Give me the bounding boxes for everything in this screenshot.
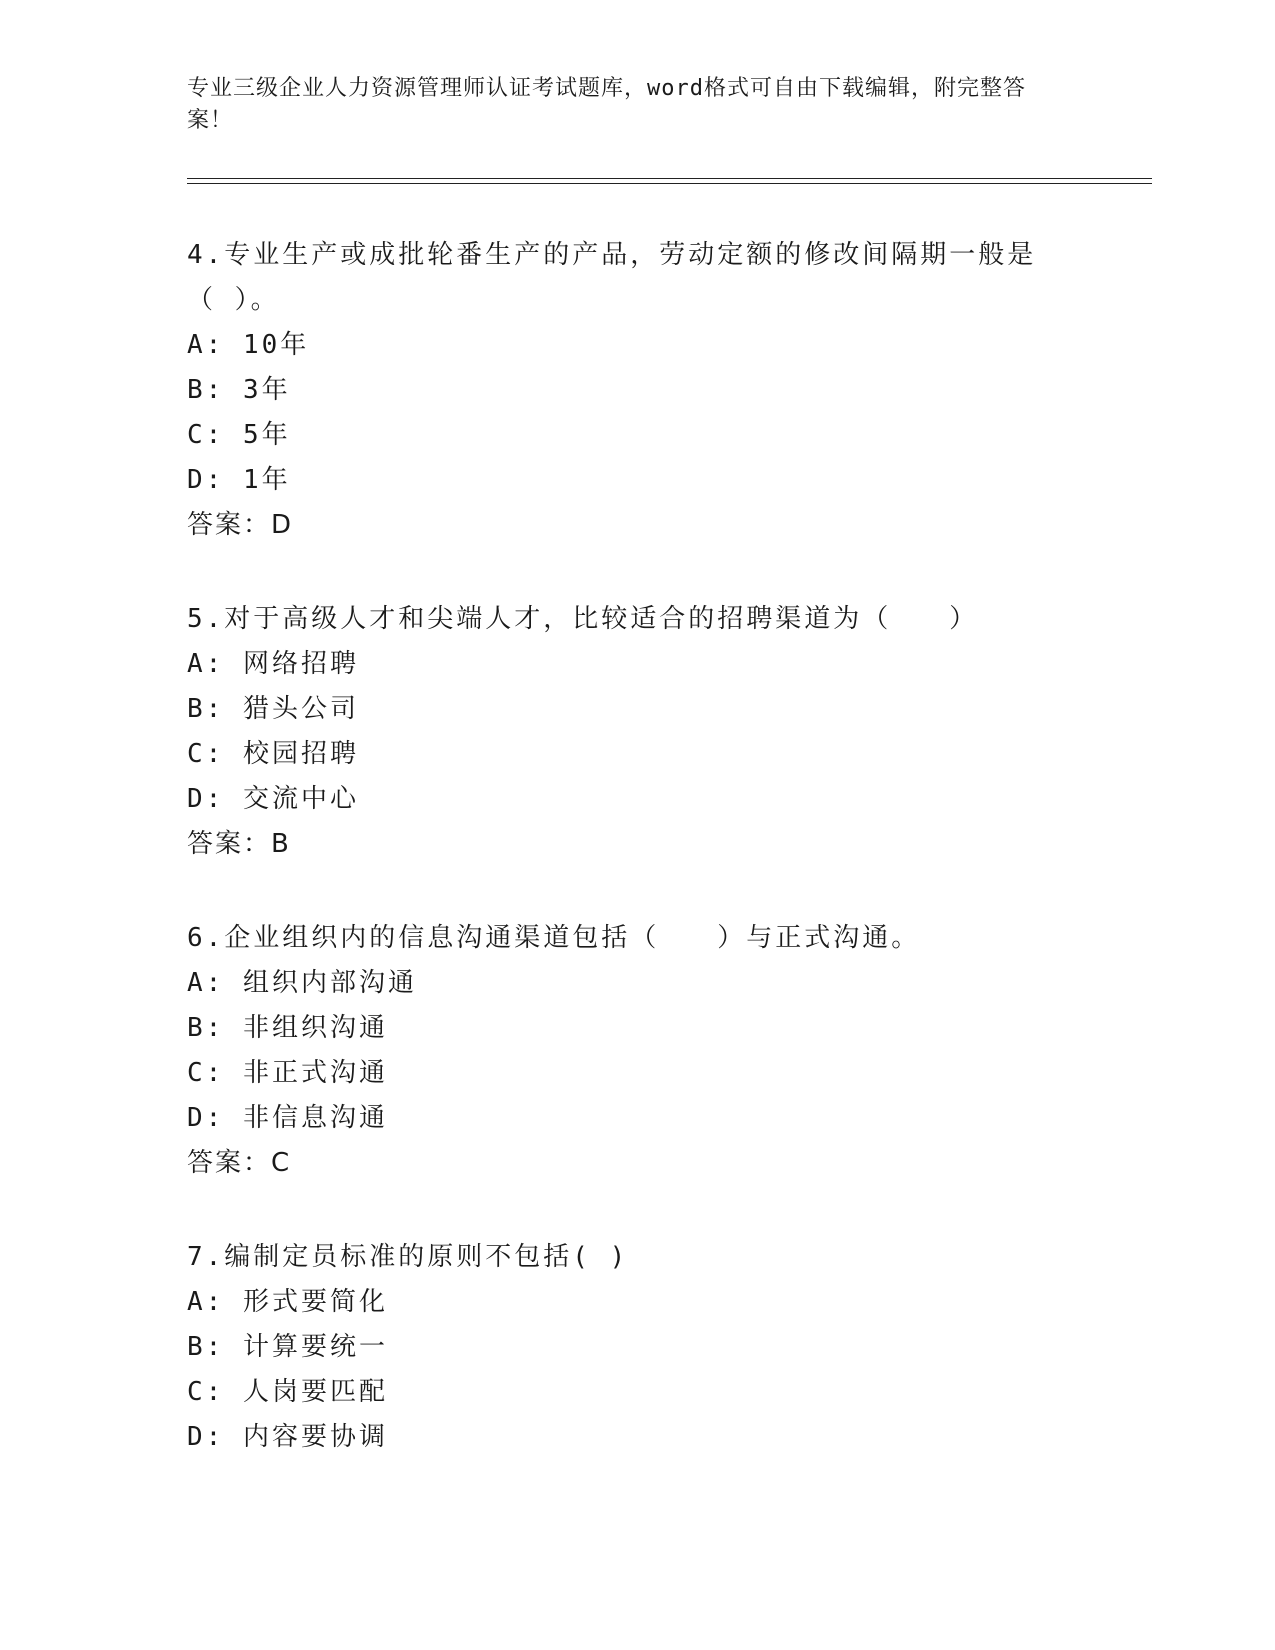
option-a: A: 网络招聘 (187, 649, 359, 679)
option-d: D: 内容要协调 (187, 1422, 388, 1452)
question-stem: 7.编制定员标准的原则不包括( ) (187, 1242, 629, 1272)
option-b: B: 3年 (187, 375, 291, 405)
option-b: B: 猎头公司 (187, 694, 359, 724)
answer: 答案：B (187, 829, 291, 859)
option-a: A: 组织内部沟通 (187, 968, 417, 998)
option-c: C: 非正式沟通 (187, 1058, 388, 1088)
question-6 (187, 916, 1067, 1186)
question-7 (187, 1235, 1067, 1460)
option-b: B: 计算要统一 (187, 1332, 388, 1362)
option-a: A: 形式要简化 (187, 1287, 388, 1317)
answer: 答案：D (187, 510, 294, 540)
header-divider-bottom (187, 183, 1152, 184)
question-4 (187, 233, 1067, 548)
option-c: C: 人岗要匹配 (187, 1377, 388, 1407)
option-c: C: 校园招聘 (187, 739, 359, 769)
option-b: B: 非组织沟通 (187, 1013, 388, 1043)
header-divider-top (187, 178, 1152, 179)
option-d: D: 非信息沟通 (187, 1103, 388, 1133)
question-stem: 5.对于高级人才和尖端人才，比较适合的招聘渠道为（ ） (187, 604, 979, 634)
question-stem: 6.企业组织内的信息沟通渠道包括（ ）与正式沟通。 (187, 923, 921, 953)
document-header: 专业三级企业人力资源管理师认证考试题库，word格式可自由下载编辑，附完整答案！ (187, 76, 1026, 133)
question-stem: 4.专业生产或成批轮番生产的产品，劳动定额的修改间隔期一般是（ ）。 (187, 240, 1037, 315)
option-c: C: 5年 (187, 420, 291, 450)
option-d: D: 交流中心 (187, 784, 359, 814)
option-a: A: 10年 (187, 330, 310, 360)
answer: 答案：C (187, 1148, 292, 1178)
option-d: D: 1年 (187, 465, 291, 495)
question-5 (187, 597, 1067, 867)
